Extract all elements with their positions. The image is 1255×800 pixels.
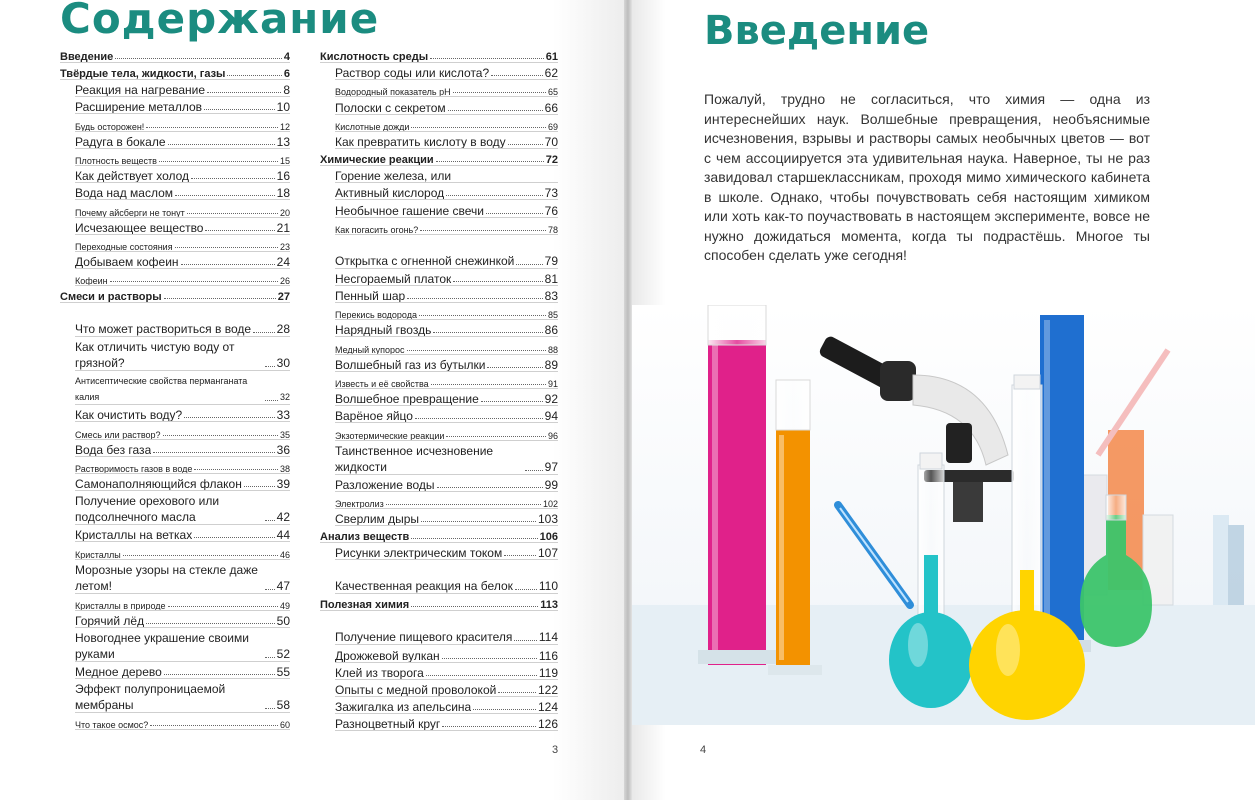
toc-page-number: 42 <box>276 510 290 525</box>
toc-entry-label: Что такое осмос? <box>75 720 149 731</box>
toc-entry[interactable] <box>320 406 558 423</box>
toc-entry[interactable] <box>320 80 558 97</box>
toc-page-number: 39 <box>276 477 290 492</box>
toc-leader-dots <box>194 537 274 538</box>
toc-entry[interactable] <box>60 371 290 405</box>
toc-entry-label: Исчезающее вещество <box>75 220 204 235</box>
toc-entry[interactable] <box>320 218 558 235</box>
toc-entry[interactable] <box>60 183 290 200</box>
toc-entry[interactable] <box>320 389 558 406</box>
toc-page-number: 20 <box>279 207 290 218</box>
book-gutter <box>624 0 632 800</box>
toc-entry-label: Разложение воды <box>335 477 435 492</box>
toc-entry-label: Опыты с медной проволокой <box>335 682 497 697</box>
toc-page-number: 55 <box>276 665 290 680</box>
toc-entry[interactable] <box>60 200 290 217</box>
toc-entry[interactable] <box>320 337 558 354</box>
toc-leader-dots <box>253 332 275 333</box>
toc-entry[interactable] <box>320 132 558 149</box>
toc-page-number: 83 <box>544 289 558 304</box>
contents-title: Содержание <box>60 0 380 43</box>
toc-page-number: 49 <box>279 600 290 611</box>
toc-entry-label: Смеси и растворы <box>60 291 162 304</box>
toc-leader-dots <box>473 709 536 710</box>
toc-page-number: 81 <box>544 271 558 286</box>
toc-page-number: 78 <box>547 224 558 235</box>
toc-entry-label: Раствор соды или кислота? <box>335 66 490 81</box>
toc-leader-dots <box>194 469 278 470</box>
introduction-page <box>628 0 1255 800</box>
toc-leader-dots <box>446 195 543 196</box>
toc-entry[interactable] <box>60 80 290 97</box>
toc-leader-dots <box>407 298 542 299</box>
toc-leader-dots <box>448 110 543 111</box>
toc-leader-dots <box>164 674 275 675</box>
toc-entry[interactable] <box>320 560 558 594</box>
toc-entry-label: Растворимость газов в воде <box>75 464 193 474</box>
toc-leader-dots <box>163 435 278 436</box>
introduction-title: Введение <box>704 8 930 54</box>
toc-entry-label: Введение <box>60 51 114 63</box>
toc-leader-dots <box>265 589 275 590</box>
toc-entry-label: Сверлим дыры <box>335 512 420 527</box>
toc-leader-dots <box>415 418 543 419</box>
toc-page-number: 92 <box>544 392 558 407</box>
toc-entry[interactable] <box>60 594 290 611</box>
toc-leader-dots <box>159 161 278 162</box>
toc-page-number: 30 <box>276 356 290 371</box>
toc-page-number: 116 <box>538 648 558 663</box>
toc-leader-dots <box>411 538 537 539</box>
toc-entry-label: Плотность веществ <box>75 155 157 166</box>
toc-entry-label: Горение железа, или <box>335 169 452 184</box>
toc-leader-dots <box>168 606 278 607</box>
toc-entry[interactable] <box>60 491 290 525</box>
toc-leader-dots <box>181 264 275 265</box>
toc-entry[interactable] <box>60 166 290 183</box>
toc-entry[interactable] <box>60 611 290 628</box>
toc-page-number: 124 <box>537 700 558 715</box>
toc-entry-label: Кислотность среды <box>320 51 429 63</box>
toc-leader-dots <box>110 281 278 282</box>
toc-entry[interactable] <box>60 525 290 542</box>
toc-entry[interactable] <box>320 509 558 526</box>
toc-entry[interactable] <box>60 252 290 269</box>
toc-entry[interactable] <box>60 303 290 337</box>
toc-entry-label: Получение орехового или подсолнечного масла <box>75 494 220 525</box>
toc-page-number: 122 <box>537 682 558 697</box>
toc-leader-dots <box>153 452 274 453</box>
toc-page-number: 32 <box>279 392 290 403</box>
toc-leader-dots <box>436 161 544 162</box>
toc-leader-dots <box>515 589 537 590</box>
toc-entry-label: Необычное гашение свечи <box>335 203 484 218</box>
toc-entry[interactable] <box>60 662 290 679</box>
toc-entry-label: Кислотные дожди <box>335 121 410 132</box>
toc-leader-dots <box>204 109 275 110</box>
toc-page-number: 28 <box>276 322 290 337</box>
toc-entry[interactable] <box>60 628 290 662</box>
toc-page-number: 86 <box>544 323 558 338</box>
toc-entry-label: Получение пищевого красителя <box>335 630 513 645</box>
toc-entry-label: Варёное яйцо <box>335 409 413 424</box>
toc-leader-dots <box>386 504 541 505</box>
toc-page-number: 69 <box>547 121 558 132</box>
toc-entry-label: Самонаполняющийся флакон <box>75 477 242 492</box>
toc-leader-dots <box>430 58 544 59</box>
toc-entry-label: Как превратить кислоту в воду <box>335 134 506 149</box>
toc-entry[interactable] <box>320 235 558 269</box>
toc-leader-dots <box>184 417 274 418</box>
toc-page-number: 72 <box>545 153 558 166</box>
toc-entry-label: Почему айсберги не тонут <box>75 207 185 218</box>
toc-entry-label: Кристаллы в природе <box>75 600 166 611</box>
toc-leader-dots <box>411 606 538 607</box>
toc-leader-dots <box>498 692 536 693</box>
toc-page-number: 99 <box>544 477 558 492</box>
toc-entry-label: Пенный шар <box>335 289 406 304</box>
toc-entry-label: Медное дерево <box>75 665 162 680</box>
toc-entry-label: Кристаллы <box>75 549 121 560</box>
toc-leader-dots <box>486 213 543 214</box>
toc-entry[interactable] <box>60 542 290 559</box>
toc-page-number: 52 <box>276 646 290 661</box>
toc-entry[interactable] <box>60 235 290 252</box>
toc-entry-label: Горячий лёд <box>75 613 145 628</box>
toc-page-number: 70 <box>544 134 558 149</box>
toc-leader-dots <box>433 332 542 333</box>
toc-leader-dots <box>419 315 546 316</box>
toc-page-number: 36 <box>276 442 290 457</box>
toc-entry[interactable] <box>320 286 558 303</box>
toc-page-number: 76 <box>544 203 558 218</box>
toc-entry-label: Дрожжевой вулкан <box>335 648 440 663</box>
toc-entry-label: Анализ веществ <box>320 531 410 544</box>
toc-entry-label: Твёрдые тела, жидкости, газы <box>60 68 226 80</box>
toc-page-number: 12 <box>279 121 290 132</box>
toc-page-number: 60 <box>279 720 290 731</box>
toc-section-entry[interactable] <box>320 526 558 543</box>
toc-section-entry[interactable] <box>60 46 290 63</box>
toc-leader-dots <box>227 75 281 76</box>
toc-entry-label: Волшебное превращение <box>335 392 479 407</box>
toc-leader-dots <box>426 675 537 676</box>
toc-page-number: 46 <box>279 549 290 560</box>
toc-entry[interactable] <box>320 355 558 372</box>
toc-page-number: 102 <box>542 498 558 509</box>
toc-entry-label: Добываем кофеин <box>75 255 179 270</box>
toc-page-number: 107 <box>537 546 558 561</box>
toc-entry-label: Новогоднее украшение своими руками <box>75 630 249 661</box>
toc-entry-label: Таинственное исчезновение жидкости <box>335 443 494 474</box>
toc-leader-dots <box>168 144 275 145</box>
toc-entry[interactable] <box>320 372 558 389</box>
toc-page-number: 113 <box>540 599 558 612</box>
toc-leader-dots <box>175 247 278 248</box>
toc-page-number: 91 <box>547 379 558 389</box>
toc-entry-label: Кристаллы на ветках <box>75 528 193 543</box>
toc-entry[interactable] <box>320 115 558 132</box>
toc-entry-label: Вода без газа <box>75 442 152 457</box>
toc-page-number: 106 <box>539 531 558 544</box>
toc-entry[interactable] <box>320 183 558 200</box>
toc-entry-label: Реакция на нагревание <box>75 83 206 98</box>
toc-entry[interactable] <box>320 441 558 475</box>
toc-page-number: 62 <box>544 66 558 81</box>
toc-page-number: 16 <box>276 169 290 184</box>
toc-entry-label: Переходные состояния <box>75 241 173 252</box>
toc-leader-dots <box>244 486 275 487</box>
toc-page-number: 38 <box>279 464 290 474</box>
toc-entry-label: Экзотермические реакции <box>335 430 445 441</box>
toc-entry-label: Известь и её свойства <box>335 379 429 389</box>
toc-section-entry[interactable] <box>320 46 558 63</box>
toc-entry[interactable] <box>320 269 558 286</box>
toc-leader-dots <box>504 555 536 556</box>
toc-leader-dots <box>508 144 543 145</box>
toc-entry[interactable] <box>60 560 290 594</box>
toc-entry[interactable] <box>60 114 290 131</box>
page-number-left: 3 <box>552 744 559 756</box>
toc-section-entry[interactable] <box>60 286 290 303</box>
toc-leader-dots <box>514 640 536 641</box>
toc-leader-dots <box>150 725 278 726</box>
toc-entry[interactable] <box>320 320 558 337</box>
toc-entry[interactable] <box>60 149 290 166</box>
toc-leader-dots <box>421 521 536 522</box>
toc-entry[interactable] <box>320 543 558 560</box>
toc-leader-dots <box>265 400 278 401</box>
laboratory-glassware-photo <box>628 305 1255 725</box>
toc-page-number: 79 <box>544 253 558 268</box>
toc-leader-dots <box>437 487 543 488</box>
toc-entry-label: Медный купорос <box>335 344 405 355</box>
toc-entry-label: Клей из творога <box>335 665 424 680</box>
toc-leader-dots <box>265 520 275 521</box>
toc-entry[interactable] <box>60 713 290 730</box>
toc-leader-dots <box>265 366 275 367</box>
toc-page-number: 61 <box>545 51 558 63</box>
toc-entry[interactable] <box>320 697 558 714</box>
page-number-right: 4 <box>700 744 707 756</box>
toc-entry[interactable] <box>320 645 558 662</box>
toc-entry-label: Перекись водорода <box>335 310 417 321</box>
toc-page-number: 10 <box>276 100 290 115</box>
toc-leader-dots <box>146 127 278 128</box>
toc-page-number: 15 <box>279 155 290 166</box>
toc-leader-dots <box>115 58 282 59</box>
toc-leader-dots <box>407 350 546 351</box>
toc-page-number: 85 <box>547 310 558 321</box>
toc-page-number: 50 <box>276 613 290 628</box>
toc-entry-label: Кофеин <box>75 276 108 287</box>
toc-page-number: 88 <box>547 344 558 355</box>
toc-page-number: 65 <box>547 87 558 98</box>
toc-column-left <box>60 46 290 730</box>
toc-leader-dots <box>207 92 281 93</box>
toc-page-number: 6 <box>283 68 290 80</box>
toc-entry[interactable] <box>320 200 558 217</box>
toc-column-right <box>320 46 558 731</box>
toc-leader-dots <box>516 264 542 265</box>
toc-entry-label: Как очистить воду? <box>75 408 183 423</box>
toc-leader-dots <box>411 127 546 128</box>
toc-leader-dots <box>525 470 543 471</box>
toc-entry[interactable] <box>60 132 290 149</box>
toc-page-number: 18 <box>276 186 290 201</box>
toc-leader-dots <box>265 708 275 709</box>
toc-entry-label: Морозные узоры на стекле даже летом! <box>75 562 258 593</box>
toc-entry[interactable] <box>60 679 290 713</box>
toc-entry[interactable] <box>320 680 558 697</box>
toc-entry[interactable] <box>320 303 558 320</box>
toc-entry[interactable] <box>320 492 558 509</box>
toc-entry-label: Химические реакции <box>320 153 434 166</box>
toc-page-number: 26 <box>279 276 290 287</box>
toc-entry-label: Качественная реакция на белок <box>335 579 513 594</box>
toc-page-number: 58 <box>276 698 290 713</box>
toc-entry-label: Что может раствориться в воде <box>75 322 252 337</box>
toc-entry-label: Открытка с огненной снежинкой <box>335 253 515 268</box>
toc-leader-dots <box>442 726 536 727</box>
toc-entry[interactable] <box>60 405 290 422</box>
toc-entry-label: Активный кислород <box>335 186 445 201</box>
toc-entry-label: Эффект полупроницаемой мембраны <box>75 682 226 713</box>
toc-leader-dots <box>481 401 543 402</box>
toc-entry-label: Вода над маслом <box>75 186 174 201</box>
toc-leader-dots <box>175 195 275 196</box>
toc-page-number: 35 <box>279 429 290 440</box>
toc-page-number: 8 <box>283 83 290 98</box>
toc-entry-label: Полоски с секретом <box>335 100 446 115</box>
toc-page-number: 44 <box>276 528 290 543</box>
toc-page-number: 114 <box>538 630 558 645</box>
toc-leader-dots <box>191 178 275 179</box>
toc-entry-label: Как погасить огонь? <box>335 224 419 235</box>
toc-entry-label: Разноцветный круг <box>335 717 441 732</box>
toc-leader-dots <box>146 623 275 624</box>
toc-leader-dots <box>164 298 276 299</box>
toc-entry[interactable] <box>320 63 558 80</box>
toc-entry-label: Полезная химия <box>320 599 410 612</box>
toc-leader-dots <box>491 75 542 76</box>
introduction-text: Пожалуй, трудно не согласиться, что химия — одна из интереснейших наук. Волшебные превращения, необъяснимые исчезновения, взрывы и растворы самых необычных цветов — вот с чем ассоциируется эта удивительная наука. Наверное, ты не раз завидовал старшеклассникам, проходя мимо химического кабинета в школе. Однако, чтобы почувствовать себя настоящим химиком или хоть как-то поучаствовать в настоящем эксперименте, вовсе не нужно дожидаться момента, когда ты подрастёшь. Многое ты способен сделать уже сегодня! <box>704 91 1150 263</box>
toc-entry[interactable] <box>320 611 558 645</box>
toc-page-number: 110 <box>538 579 558 594</box>
toc-page-number: 126 <box>537 717 558 732</box>
toc-leader-dots <box>453 281 542 282</box>
toc-entry-label: Водородный показатель pH <box>335 87 451 98</box>
toc-leader-dots <box>187 213 278 214</box>
toc-entry-label: Радуга в бокале <box>75 134 166 149</box>
toc-entry[interactable] <box>320 166 558 183</box>
toc-entry-label: Зажигалка из апельсина <box>335 700 472 715</box>
toc-entry-label: Электролиз <box>335 498 384 509</box>
toc-leader-dots <box>205 230 274 231</box>
toc-page-number: 66 <box>544 100 558 115</box>
toc-entry-label: Расширение металлов <box>75 100 203 115</box>
toc-leader-dots <box>265 657 275 658</box>
toc-page-number: 24 <box>276 255 290 270</box>
toc-entry[interactable] <box>60 218 290 235</box>
toc-page-number: 94 <box>544 409 558 424</box>
toc-leader-dots <box>446 436 546 437</box>
toc-entry-label: Несгораемый платок <box>335 271 452 286</box>
toc-entry-label: Как действует холод <box>75 169 190 184</box>
toc-page-number: 89 <box>544 357 558 372</box>
toc-leader-dots <box>420 230 546 231</box>
toc-entry[interactable] <box>320 714 558 731</box>
toc-page-number: 4 <box>283 51 290 63</box>
toc-entry[interactable] <box>60 457 290 474</box>
toc-section-entry[interactable] <box>320 594 558 611</box>
toc-page-number: 119 <box>538 665 558 680</box>
toc-entry[interactable] <box>60 97 290 114</box>
toc-entry[interactable] <box>320 475 558 492</box>
toc-entry-label: Рисунки электрическим током <box>335 546 503 561</box>
toc-leader-dots <box>431 384 546 385</box>
toc-entry[interactable] <box>320 663 558 680</box>
toc-page-number: 33 <box>276 408 290 423</box>
toc-leader-dots <box>442 658 537 659</box>
toc-leader-dots <box>123 555 278 556</box>
toc-entry[interactable] <box>60 474 290 491</box>
toc-entry[interactable] <box>60 422 290 439</box>
toc-section-entry[interactable] <box>320 149 558 166</box>
toc-page-number: 23 <box>279 241 290 252</box>
toc-page-number: 103 <box>537 512 558 527</box>
toc-entry-label: Как отличить чистую воду от грязной? <box>75 340 235 371</box>
toc-entry[interactable] <box>320 423 558 440</box>
toc-entry[interactable] <box>60 440 290 457</box>
toc-entry[interactable] <box>60 269 290 286</box>
toc-entry[interactable] <box>320 97 558 114</box>
toc-entry[interactable] <box>60 337 290 371</box>
toc-entry-label: Смесь или раствор? <box>75 429 161 440</box>
toc-page-number: 21 <box>276 220 290 235</box>
toc-entry-label: Волшебный газ из бутылки <box>335 357 486 372</box>
magenta-cylinder <box>698 305 776 665</box>
toc-page-number: 27 <box>277 291 290 304</box>
toc-section-entry[interactable] <box>60 63 290 80</box>
toc-page-number: 47 <box>276 578 290 593</box>
toc-page-number: 96 <box>547 430 558 441</box>
toc-page-number: 97 <box>544 459 558 474</box>
toc-leader-dots <box>453 92 546 93</box>
toc-entry-label: Будь осторожен! <box>75 121 145 132</box>
toc-page-number: 73 <box>544 186 558 201</box>
toc-entry-label: Антисептические свойства перманганата калия <box>75 376 248 403</box>
toc-page-number: 13 <box>276 134 290 149</box>
toc-leader-dots <box>487 367 542 368</box>
toc-entry-label: Нарядный гвоздь <box>335 323 432 338</box>
